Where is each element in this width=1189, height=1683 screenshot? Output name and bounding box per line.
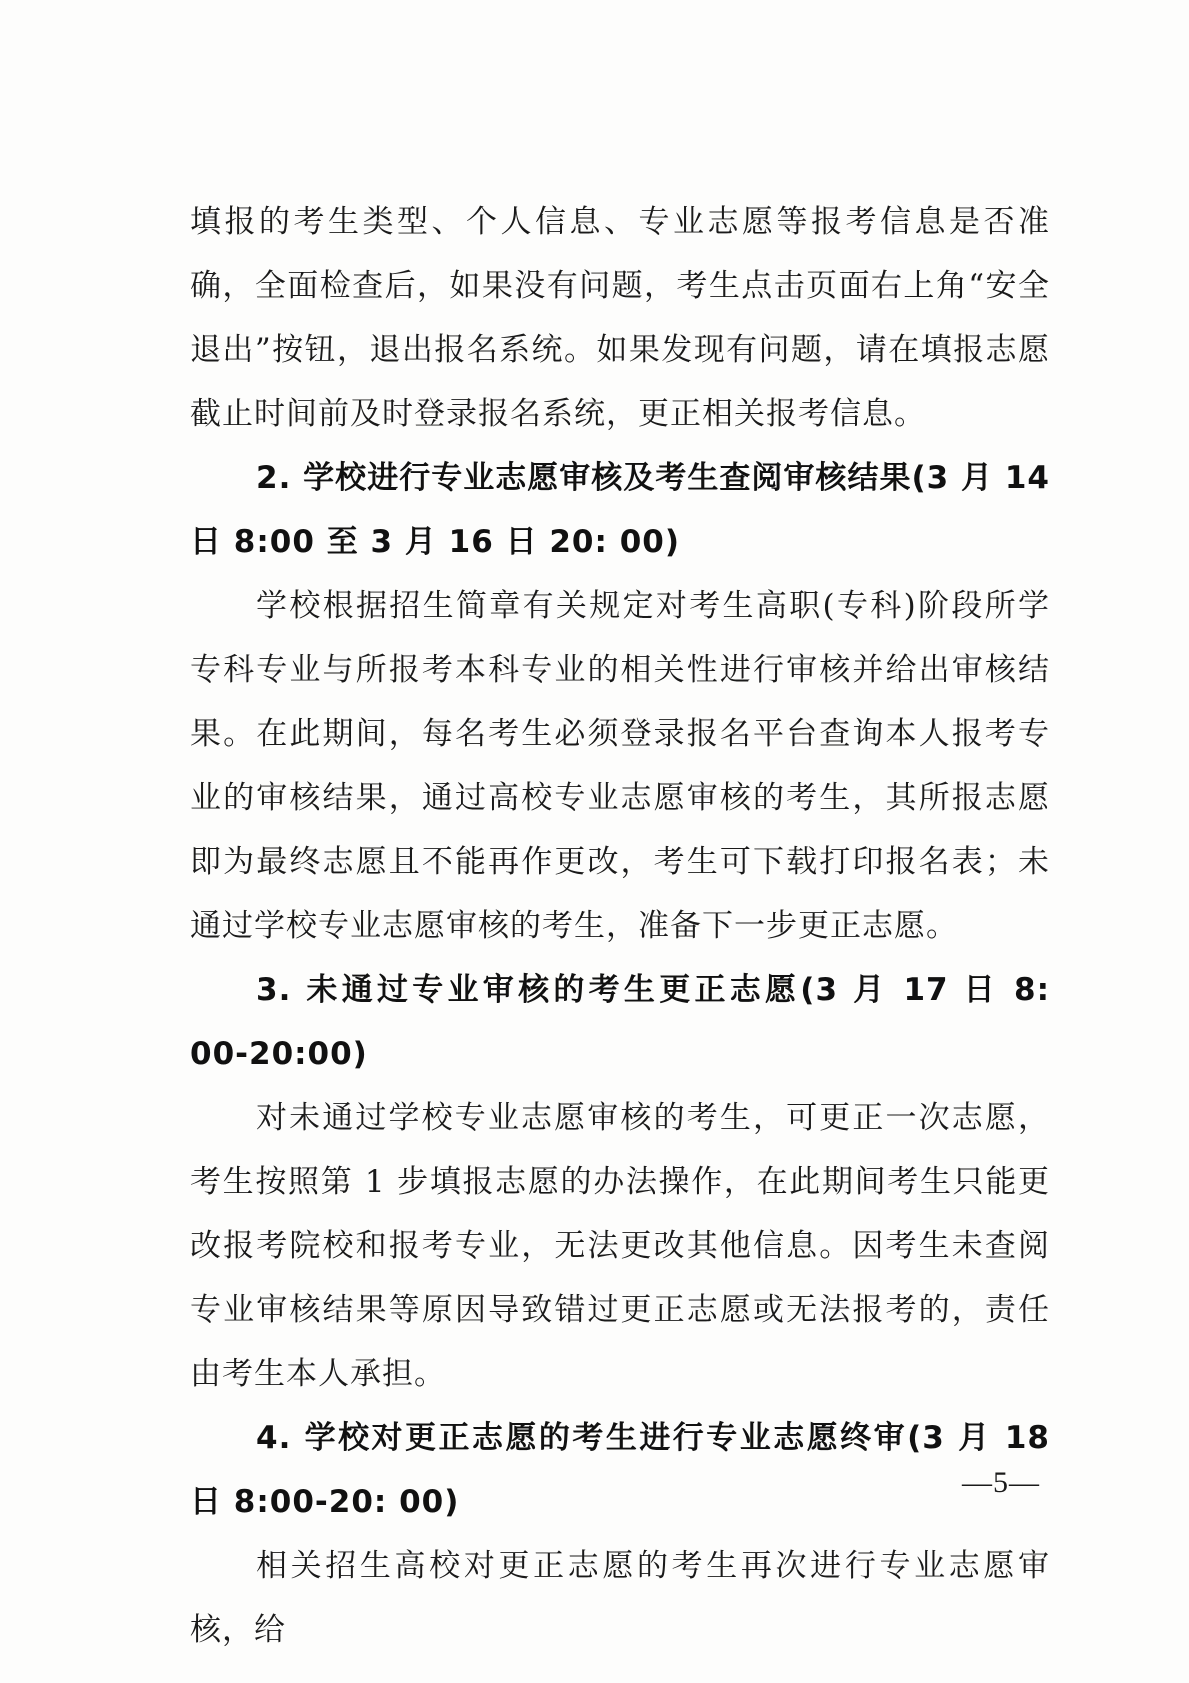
heading-step-2: 2. 学校进行专业志愿审核及考生查阅审核结果(3 月 14 日 8:00 至 3 月 16 日 20: 00): [190, 460, 1050, 560]
paragraph-review-instructions: 填报的考生类型、个人信息、专业志愿等报考信息是否准确，全面检查后，如果没有问题，考生点击页面右上角“安全退出”按钮，退出报名系统。如果发现有问题，请在填报志愿截止时间前及时登录报名系统，更正相关报考信息。: [190, 204, 1050, 432]
paragraph-step-2-body: 学校根据招生简章有关规定对考生高职(专科)阶段所学专科专业与所报考本科专业的相关性进行审核并给出审核结果。在此期间，每名考生必须登录报名平台查询本人报考专业的审核结果，通过高校专业志愿审核的考生，其所报志愿即为最终志愿且不能再作更改，考生可下载打印报名表；未通过学校专业志愿审核的考生，准备下一步更正志愿。: [190, 588, 1050, 944]
paragraph-step-4-body: 相关招生高校对更正志愿的考生再次进行专业志愿审核，给: [190, 1548, 1050, 1648]
paragraph-step-3-body: 对未通过学校专业志愿审核的考生，可更正一次志愿，考生按照第 1 步填报志愿的办法操作，在此期间考生只能更改报考院校和报考专业，无法更改其他信息。因考生未查阅专业审核结果等原因导致错过更正志愿或无法报考的，责任由考生本人承担。: [190, 1100, 1050, 1392]
page-number: —5—: [962, 1466, 1040, 1499]
document-body: [190, 190, 1050, 1662]
heading-step-4: 4. 学校对更正志愿的考生进行专业志愿终审(3 月 18 日 8:00-20: 00): [190, 1420, 1050, 1520]
heading-step-3: 3. 未通过专业审核的考生更正志愿(3 月 17 日 8: 00-20:00): [190, 972, 1050, 1072]
